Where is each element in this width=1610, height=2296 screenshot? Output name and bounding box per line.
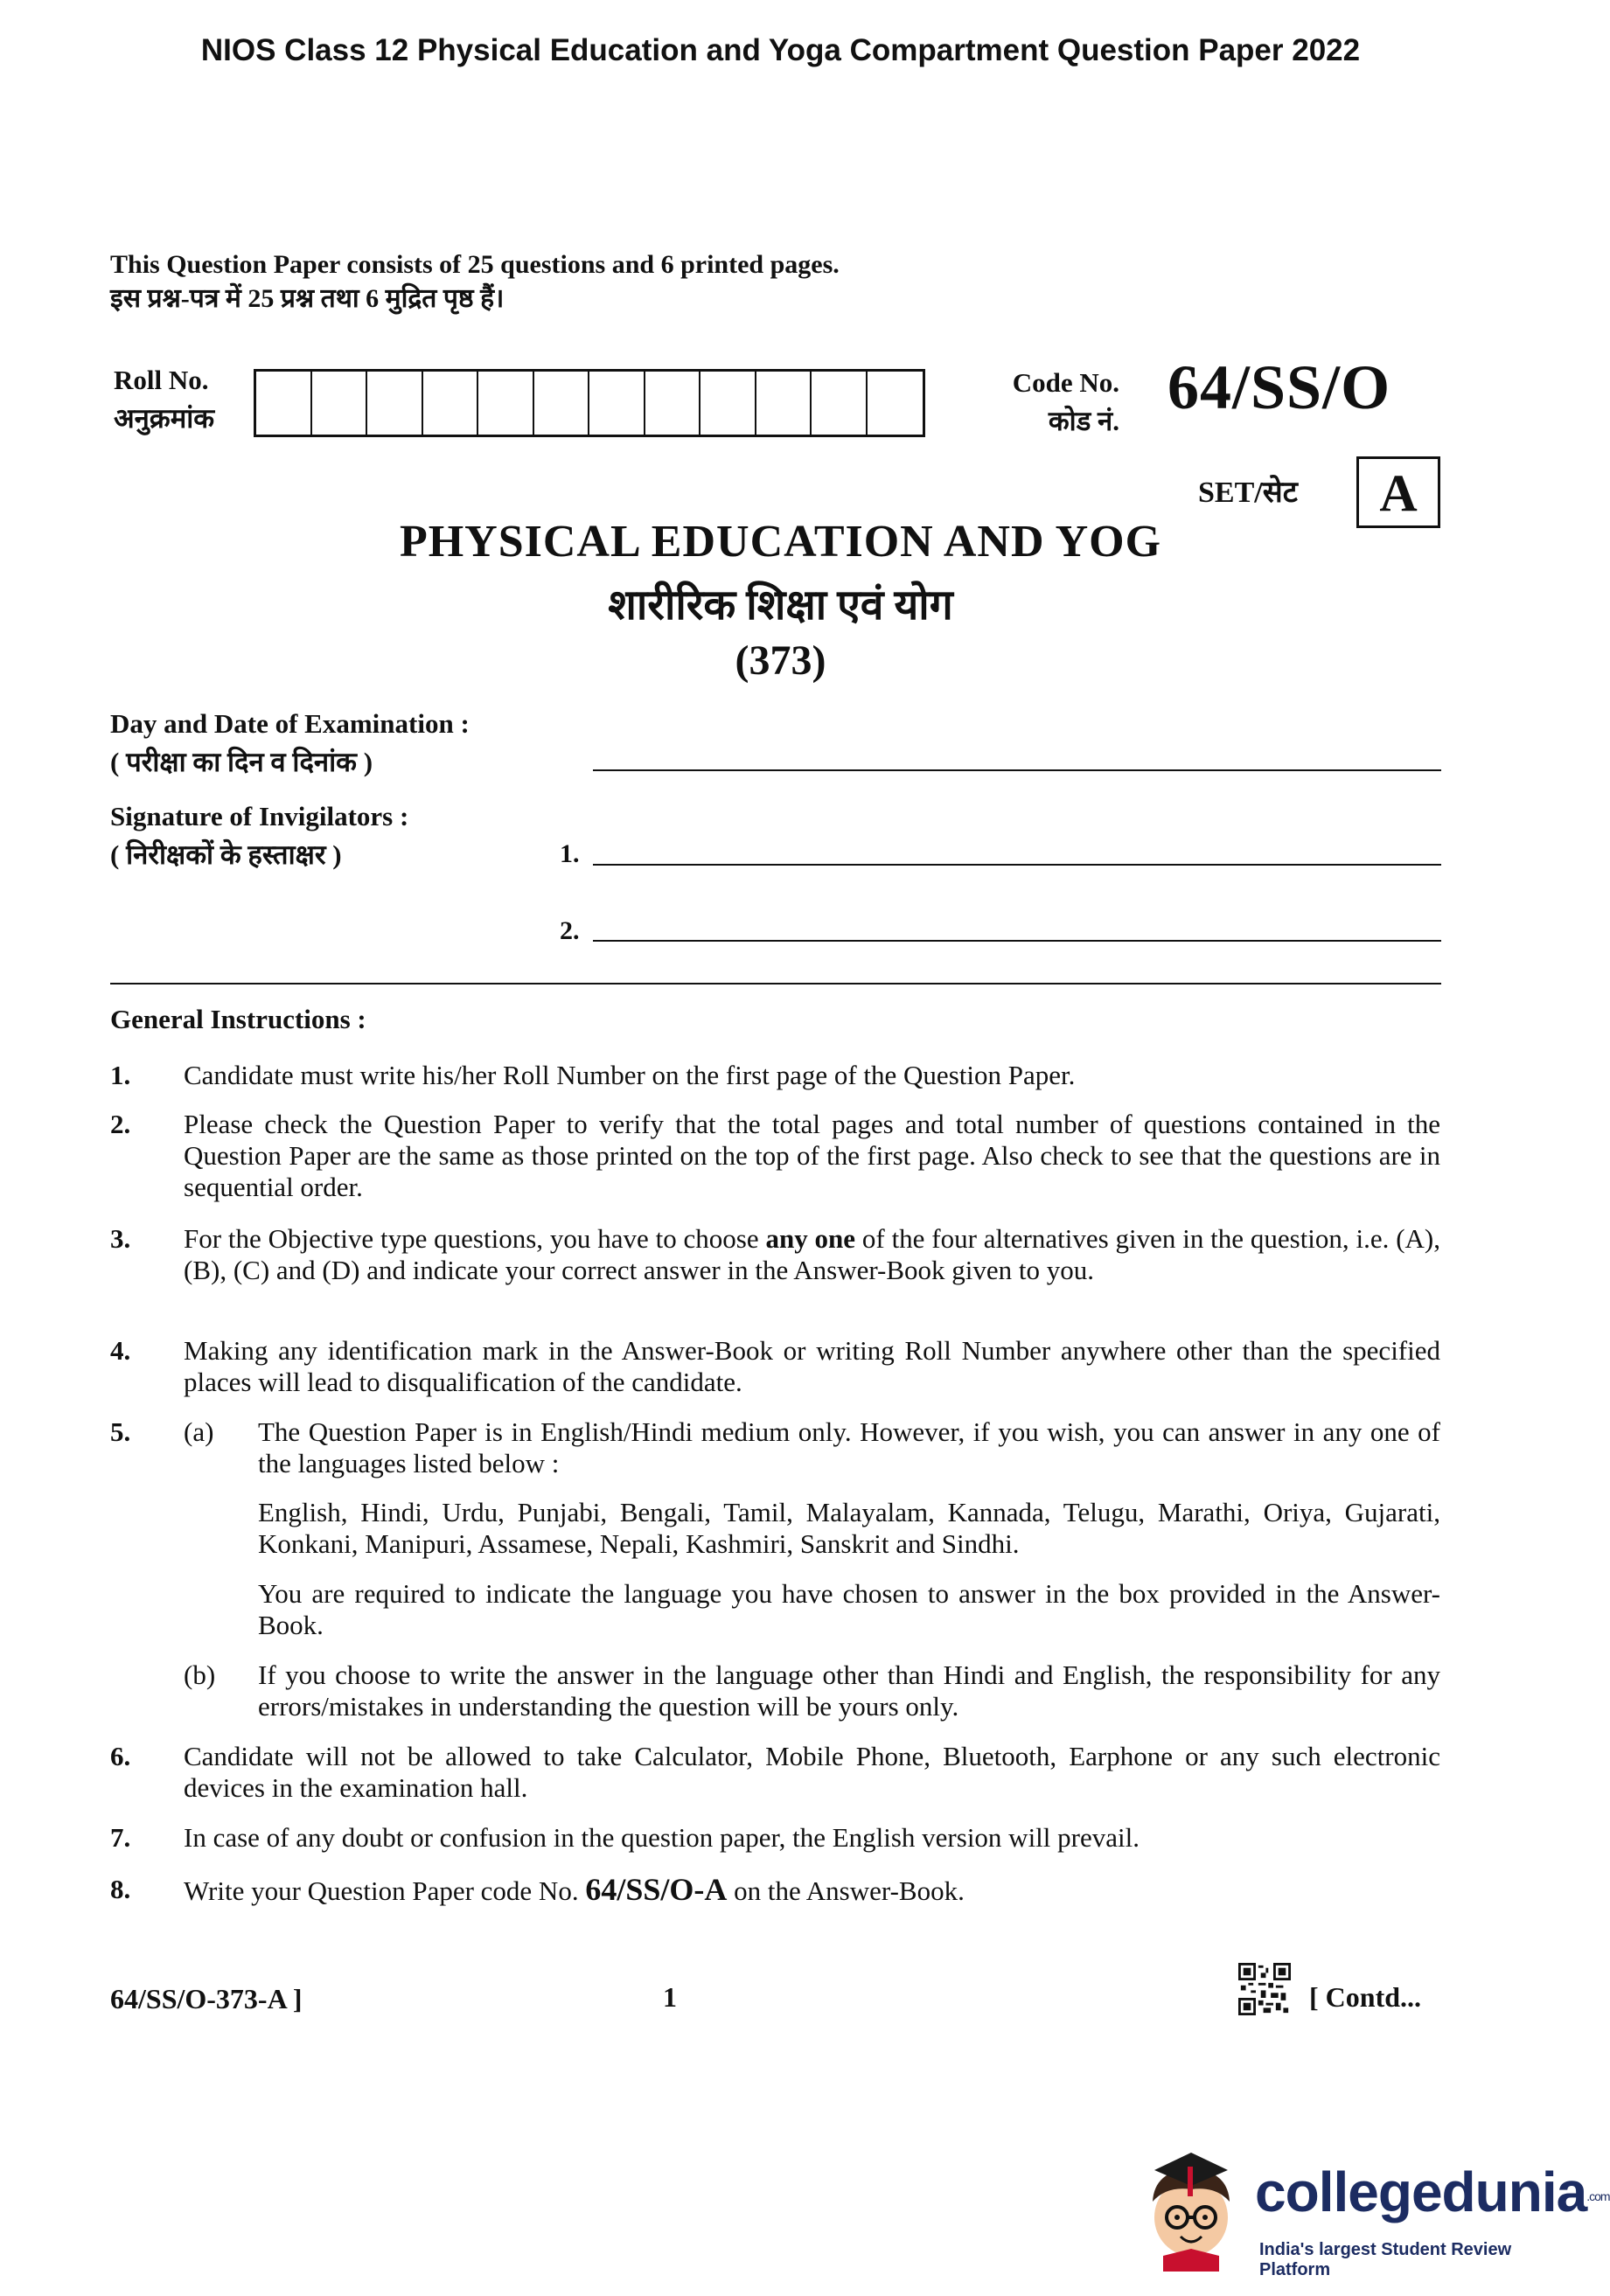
brand-logo-text [1255, 2160, 1610, 2224]
code-number: 64/SS/O [1167, 352, 1391, 422]
roll-label [114, 361, 214, 438]
brand-tagline: India's largest Student Review Platform [1259, 2240, 1512, 2279]
instruction-number: 3. [110, 1223, 131, 1254]
instruction-text-part: of the four alternatives given in the question, i.e. (A), (B), (C) and (D) and indicate your correct answer in the Answer-Book given to you. [184, 1223, 1441, 1285]
roll-box[interactable] [812, 372, 868, 435]
roll-box[interactable] [700, 372, 756, 435]
instruction-number: 7. [110, 1822, 131, 1853]
roll-box[interactable] [423, 372, 479, 435]
instruction-emphasis: 64/SS/O-A [585, 1872, 728, 1907]
code-label [988, 364, 1119, 441]
subject-title-en: PHYSICAL EDUCATION AND YOG [399, 517, 1162, 567]
page-banner: NIOS Class 12 Physical Education and Yoga Compartment Question Paper 2022 [200, 33, 1361, 67]
footer-contd: [ Contd... [1309, 1981, 1422, 2013]
instruction-text: Candidate will not be allowed to take Calculator, Mobile Phone, Bluetooth, Earphone or any such electronic devices in the examination hall. [184, 1741, 1440, 1803]
exam-date-line[interactable] [593, 769, 1441, 771]
instruction-item [110, 1109, 1440, 1203]
instruction-number: 1. [110, 1060, 131, 1090]
instruction-item [110, 1223, 1440, 1286]
qr-code-icon [1238, 1963, 1291, 2015]
subitem-text: If you choose to write the answer in the language other than Hindi and English, the responsibility for any errors/mistakes in understanding the question will be yours only. [258, 1659, 1440, 1722]
code-label-hi: कोड नं. [1048, 406, 1119, 436]
instruction-item [110, 1060, 1440, 1091]
subject-code: (373) [735, 637, 826, 684]
invigilator-1-number: 1. [560, 839, 580, 868]
roll-box[interactable] [478, 372, 534, 435]
brand-suffix: .com [1586, 2189, 1610, 2204]
roll-label-en: Roll No. [114, 365, 209, 395]
invigilator-1-line[interactable] [593, 864, 1441, 866]
subitem-text: The Question Paper is in English/Hindi medium only. However, if you wish, you can answer in any one of the languages listed below : [258, 1416, 1440, 1478]
code-label-en: Code No. [1012, 367, 1119, 398]
instruction-text [184, 1223, 1440, 1286]
subitem-label: (b) [184, 1659, 216, 1690]
roll-box[interactable] [312, 372, 368, 435]
language-list: English, Hindi, Urdu, Punjabi, Bengali, Tamil, Malayalam, Kannada, Telugu, Marathi, Oriya, Gujarati, Konkani, Manipuri, Assamese, Nepali, Kashmiri, Sanskrit and Sindhi. [258, 1497, 1440, 1559]
exam-date-label-en: Day and Date of Examination : [110, 708, 470, 739]
roll-box[interactable] [868, 372, 923, 435]
subitem-label: (a) [184, 1416, 214, 1447]
roll-label-hi: अनुक्रमांक [114, 403, 215, 434]
instruction-text [184, 1874, 1440, 1907]
invigilator-2-line[interactable] [593, 940, 1441, 942]
instruction-item [110, 1822, 1440, 1854]
meta-line-hi: इस प्रश्न-पत्र में 25 प्रश्न तथा 6 मुद्रित पृष्ठ हैं। [110, 284, 505, 313]
instruction-text: Making any identification mark in the Answer-Book or writing Roll Number anywhere other than the specified places will lead to disqualification of the candidate. [184, 1335, 1440, 1397]
instruction-number: 6. [110, 1741, 131, 1771]
roll-box[interactable] [534, 372, 590, 435]
footer-paper-code: 64/SS/O-373-A ] [110, 1983, 303, 2014]
invigilator-2-number: 2. [560, 916, 580, 945]
instruction-emphasis: any one [765, 1223, 856, 1254]
roll-box[interactable] [589, 372, 645, 435]
instruction-text: Candidate must write his/her Roll Number on the first page of the Question Paper. [184, 1060, 1076, 1090]
meta-line-en: This Question Paper consists of 25 questions and 6 printed pages. [110, 250, 840, 279]
instruction-text-part: Write your Question Paper code No. [184, 1875, 586, 1906]
language-indicate-note: You are required to indicate the language you have chosen to answer in the box provided in the Answer-Book. [258, 1578, 1440, 1640]
invigilators-label [110, 797, 408, 874]
instruction-item [110, 1874, 1440, 1907]
instruction-item [110, 1741, 1440, 1804]
collegedunia-mascot-icon [1137, 2140, 1251, 2272]
page-number: 1 [663, 1981, 677, 2013]
roll-box[interactable] [256, 372, 312, 435]
paper-meta [110, 247, 840, 316]
set-label: SET/सेट [1198, 477, 1298, 509]
instruction-item [110, 1335, 1440, 1398]
instructions-heading: General Instructions : [110, 1004, 366, 1034]
roll-box[interactable] [367, 372, 423, 435]
brand-name: collegedunia [1255, 2160, 1587, 2223]
instruction-number: 2. [110, 1109, 131, 1139]
invigilators-label-hi: ( निरीक्षकों के हस्ताक्षर ) [110, 839, 342, 870]
instruction-subitem-b [184, 1659, 1440, 1722]
roll-number-boxes[interactable] [254, 369, 925, 437]
exam-date-label-hi: ( परीक्षा का दिन व दिनांक ) [110, 747, 373, 777]
instruction-number: 8. [110, 1874, 131, 1904]
instruction-subitem-a [184, 1416, 1440, 1479]
set-value-box: A [1356, 456, 1440, 528]
instruction-text-part: For the Objective type questions, you have to choose [184, 1223, 766, 1254]
instruction-text: Please check the Question Paper to verify that the total pages and total number of questions contained in the Question Paper are the same as those printed on the top of the first page. Also check to see that the questions are in sequential order. [184, 1109, 1440, 1202]
invigilators-label-en: Signature of Invigilators : [110, 801, 409, 831]
instruction-text: In case of any doubt or confusion in the question paper, the English version will prevail. [184, 1822, 1140, 1853]
section-divider [110, 983, 1441, 984]
instruction-number: 4. [110, 1335, 131, 1366]
roll-box[interactable] [645, 372, 701, 435]
roll-box[interactable] [756, 372, 812, 435]
exam-date-label [110, 705, 470, 782]
instruction-number: 5. [110, 1416, 131, 1447]
instruction-text-part: on the Answer-Book. [727, 1875, 965, 1906]
subject-title-hi: शारीरिक शिक्षा एवं योग [608, 582, 953, 629]
